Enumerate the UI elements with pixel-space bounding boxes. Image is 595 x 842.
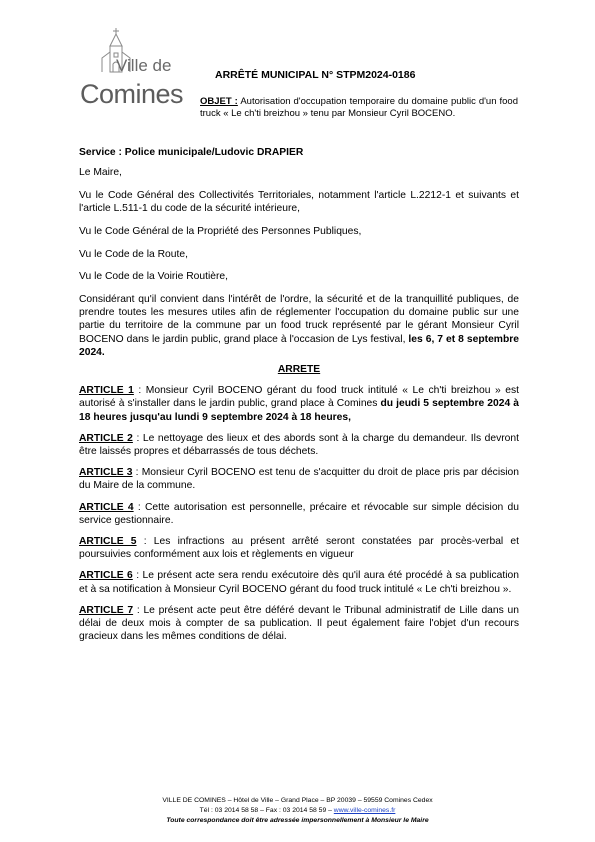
considerant-paragraph (79, 293, 519, 359)
article-3 (79, 466, 519, 492)
article-text: : Monsieur Cyril BOCENO est tenu de s'acquitter du droit de place pris par décision du Maire de la commune. (79, 467, 519, 492)
article-4 (79, 501, 519, 527)
article-7 (79, 604, 519, 644)
article-text: : Les infractions au présent arrêté seront constatées par procès-verbal et poursuivies conformément aux lois et règlements en vigueur (79, 535, 519, 561)
logo-comines-text: Comines (80, 79, 184, 109)
document-body (79, 146, 519, 651)
article-text: : Le nettoyage des lieux et des abords sont à la charge du demandeur. Ils devront être laissés propres et débarrassés de tous déchets. (79, 432, 519, 457)
article-text: : Monsieur Cyril BOCENO gérant du food truck intitulé « Le ch'ti breizhou » est autorisé à s'installer dans le jardin public, grand place à Comines (79, 385, 519, 410)
page-footer (0, 796, 595, 826)
article-label: ARTICLE 7 (79, 604, 134, 616)
article-label: ARTICLE 5 (79, 535, 137, 547)
article-text: : Le présent acte sera rendu exécutoire dès qu'il aura été procédé à sa publication et à sa notification à Monsieur Cyril BOCENO gérant du food truck intitulé « Le ch'ti breizhou ». (79, 570, 519, 595)
vu-code-voirie: Vu le Code de la Voirie Routière, (79, 271, 229, 283)
service-line: Service : Police municipale/Ludovic DRAPIER (79, 147, 304, 158)
comines-logo (80, 26, 198, 110)
footer-contact (0, 806, 595, 816)
article-text: : Cette autorisation est personnelle, précaire et révocable sur simple décision du service gestionnaire. (79, 501, 519, 526)
considerant-dates: les 6, 7 et 8 septembre 2024. (79, 333, 519, 358)
article-1 (79, 384, 519, 424)
footer-address: VILLE DE COMINES – Hôtel de Ville – Grand Place – BP 20039 – 59559 Comines Cedex (162, 797, 433, 804)
article-bold-text: du jeudi 5 septembre 2024 à 18 heures jusqu'au lundi 9 septembre 2024 à 18 heures, (79, 398, 519, 423)
article-label: ARTICLE 1 (79, 385, 134, 397)
vu-code-route: Vu le Code de la Route, (79, 248, 188, 260)
article-6 (79, 569, 519, 595)
logo-ville-text: Ville de (116, 56, 172, 75)
article-label: ARTICLE 6 (79, 570, 133, 582)
objet-label: OBJET : (200, 96, 238, 107)
arrete-heading: ARRETE (277, 363, 321, 375)
footer-notice: Toute correspondance doit être adressée impersonnellement à Monsieur le Maire (166, 817, 429, 824)
document-title: ARRÊTÉ MUNICIPAL N° STPM2024-0186 (215, 69, 416, 81)
maire-line: Le Maire, (79, 167, 122, 179)
article-2 (79, 432, 519, 458)
vu-cgppp: Vu le Code Général de la Propriété des Personnes Publiques, (79, 225, 362, 237)
objet-block (200, 96, 518, 120)
article-label: ARTICLE 3 (79, 467, 133, 479)
article-label: ARTICLE 4 (79, 501, 134, 513)
article-5 (79, 535, 519, 561)
footer-website-link[interactable]: www.ville-comines.fr (333, 807, 396, 814)
article-text: : Le présent acte peut être déféré devant le Tribunal administratif de Lille dans un délai de deux mois à compter de sa publication. Il peut également faire l'objet d'un recours gracieux dans les mêmes conditions de délai. (79, 604, 519, 643)
vu-cgct: Vu le Code Général des Collectivités Territoriales, notamment l'article L.2212-1 et suivants et l'article L.511-1 du code de la sécurité intérieure, (79, 189, 519, 215)
considerant-text: Considérant qu'il convient dans l'intérêt de l'ordre, la sécurité et de la tranquillité publiques, de prendre toutes les mesures utiles afin de réglementer l'occupation du domaine public sur une partie du territoire de la commune par un food truck représenté par le gérant Monsieur Cyril BOCENO dans le jardin public, grand place à l'occasion de Lys festival, (79, 293, 519, 345)
objet-text: Autorisation d'occupation temporaire du domaine public d'un food truck « Le ch'ti breizhou » tenu par Monsieur Cyril BOCENO. (200, 96, 519, 119)
footer-phone-fax: Tél : 03 2014 58 58 – Fax : 03 2014 58 59 – (199, 807, 334, 814)
article-label: ARTICLE 2 (79, 432, 133, 444)
